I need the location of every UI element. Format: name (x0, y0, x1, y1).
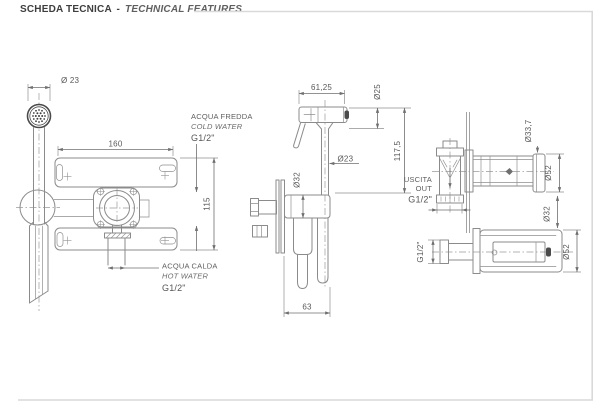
cold-water-line3: G1/2" (191, 133, 215, 143)
dim-cylinder-diameter: Ø33,7 (524, 119, 533, 143)
page-frame-rule (18, 12, 592, 401)
dim-plate-width: 160 (108, 139, 123, 149)
holder-and-hose (294, 218, 329, 289)
valve-section-dimensions (429, 119, 565, 213)
hot-water-line3: G1/2" (162, 283, 186, 293)
hot-water-line2: HOT WATER (162, 271, 209, 281)
valve-views-drawing (404, 112, 581, 274)
valve-body-side-view (432, 229, 573, 274)
front-view-drawing (16, 76, 253, 311)
dim-head-length: 61,25 (310, 83, 333, 92)
cold-water-line2: COLD WATER (191, 122, 243, 131)
outlet-label (404, 175, 432, 205)
cartridge-end-detail (546, 248, 551, 257)
header-separator: - (116, 4, 121, 15)
dim-body-diameter-bottom: Ø52 (562, 244, 571, 260)
mounting-plate (54, 158, 177, 265)
dim-handle-diameter: Ø23 (337, 154, 354, 164)
nozzle-cap (345, 111, 350, 120)
dim-inlet-thread: G1/2" (416, 241, 425, 263)
valve-side-dimensions (416, 196, 581, 272)
dim-overall-height: 117,5 (393, 140, 402, 162)
hot-water-line1: ACQUA CALDA (162, 261, 218, 271)
spray-lever (294, 123, 306, 148)
dim-tube-diameter: Ø32 (542, 206, 552, 222)
dim-flange-diameter-top: Ø52 (544, 165, 553, 181)
wall-bracket-side (251, 180, 331, 253)
dim-wall-depth: 63 (302, 302, 312, 312)
dim-spray-diameter: Ø 23 (61, 76, 80, 85)
dim-plate-height: 115 (202, 197, 212, 211)
outlet-line3: G1/2" (408, 194, 432, 205)
valve-body-section-view (432, 138, 554, 213)
hot-water-connection (105, 226, 132, 266)
mixer-knob-front (16, 190, 60, 225)
header-title-english: TECHNICAL FEATURES (125, 4, 243, 15)
wall-section-lines (467, 112, 470, 233)
handshower-head-front (28, 105, 51, 128)
dim-head-diameter: Ø25 (373, 84, 382, 100)
cold-water-line1: ACQUA FREDDA (191, 112, 253, 121)
header-title-italian: SCHEDA TECNICA (20, 4, 112, 15)
position-marker-diamond (506, 168, 514, 175)
handshower-head-side (294, 107, 349, 195)
dim-body-diameter: Ø32 (292, 172, 302, 188)
outlet-line1: USCITA (403, 175, 432, 184)
outlet-line2: OUT (415, 184, 432, 193)
side-view-drawing (251, 83, 412, 317)
hot-water-label (162, 262, 218, 294)
cold-water-label (191, 112, 253, 143)
